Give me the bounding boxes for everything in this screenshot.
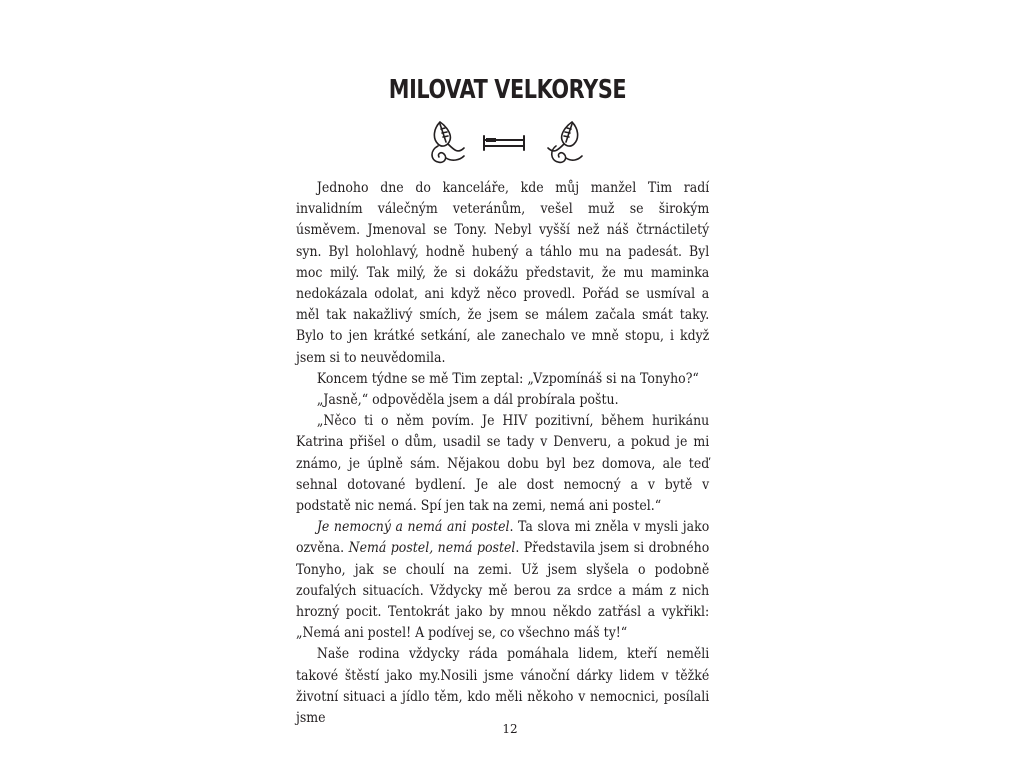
text-segment: Naše rodina vždycky ráda pomáhala lidem, kteří neměli takové štěstí jako my.Nosili jsme vánoční dárky lidem v těžké životní situaci a jídlo těm, kdo měli někoho v nemocnici, posílali jsme (296, 646, 710, 727)
paragraph (296, 369, 709, 390)
text-segment: „Něco ti o něm povím. Je HIV pozitivní, během hurikánu Katrina přišel o dům, usadil se tady v Denveru, a pokud je mi známo, je úplně sám. Nějakou dobu byl bez domova, ale teď sehnal dotované bydlení. Je ale dost nemocný a v bytě v podstatě nic nemá. Spí jen tak na zemi, nemá ani postel.“ (296, 413, 710, 515)
leaf-swirl-icon-right (548, 122, 582, 162)
paragraph (296, 390, 709, 411)
bed-icon (484, 136, 524, 150)
page-number: 12 (502, 722, 518, 736)
italic-text: Nemá postel, nemá postel (348, 540, 516, 557)
text-segment: Jednoho dne do kanceláře, kde můj manžel Tim radí invalidním válečným veteránům, vešel muž se širokým úsměvem. Jmenoval se Tony. Nebyl vyšší než náš čtrnáctiletý syn. Byl holohlavý, hodně hubený a táhlo mu na padesát. Byl moc milý. Tak milý, že si dokážu představit, že mu maminka nedokázala odolat, ani když něco provedl. Pořád se usmíval a měl tak nakažlivý smích, že jsem se málem začala smát taky. Bylo to jen krátké setkání, ale zanechalo ve mně stopu, i když jsem si to neuvědomila. (296, 180, 710, 366)
text-segment: . Představila jsem si drobného Tonyho, jak se choulí na zemi. Už jsem slyšela o podobně zoufalých situacích. Vždycky mě berou za srdce a mám z nich hrozný pocit. Tentokrát jako by mnou někdo zatřásl a vykřikl: „Nemá ani postel! A podívej se, co všechno máš ty!“ (296, 540, 710, 642)
text-segment: Koncem týdne se mě Tim zeptal: „Vzpomínáš si na Tonyho?“ (316, 370, 699, 387)
body-text (296, 178, 709, 729)
paragraph (296, 411, 709, 517)
paragraph (296, 644, 709, 729)
paragraph (296, 178, 709, 369)
text-segment: „Jasně,“ odpověděla jsem a dál probírala poštu. (316, 392, 619, 409)
paragraph (296, 517, 709, 644)
text-segment: . Ta slova mi zněla v mysli jako ozvěna. (296, 519, 710, 557)
leaf-swirl-icon-left (432, 122, 464, 162)
italic-text: Je nemocný a nemá ani postel (316, 519, 510, 536)
chapter-ornament (424, 118, 584, 168)
chapter-title: MILOVAT VELKORYSE (388, 75, 627, 105)
